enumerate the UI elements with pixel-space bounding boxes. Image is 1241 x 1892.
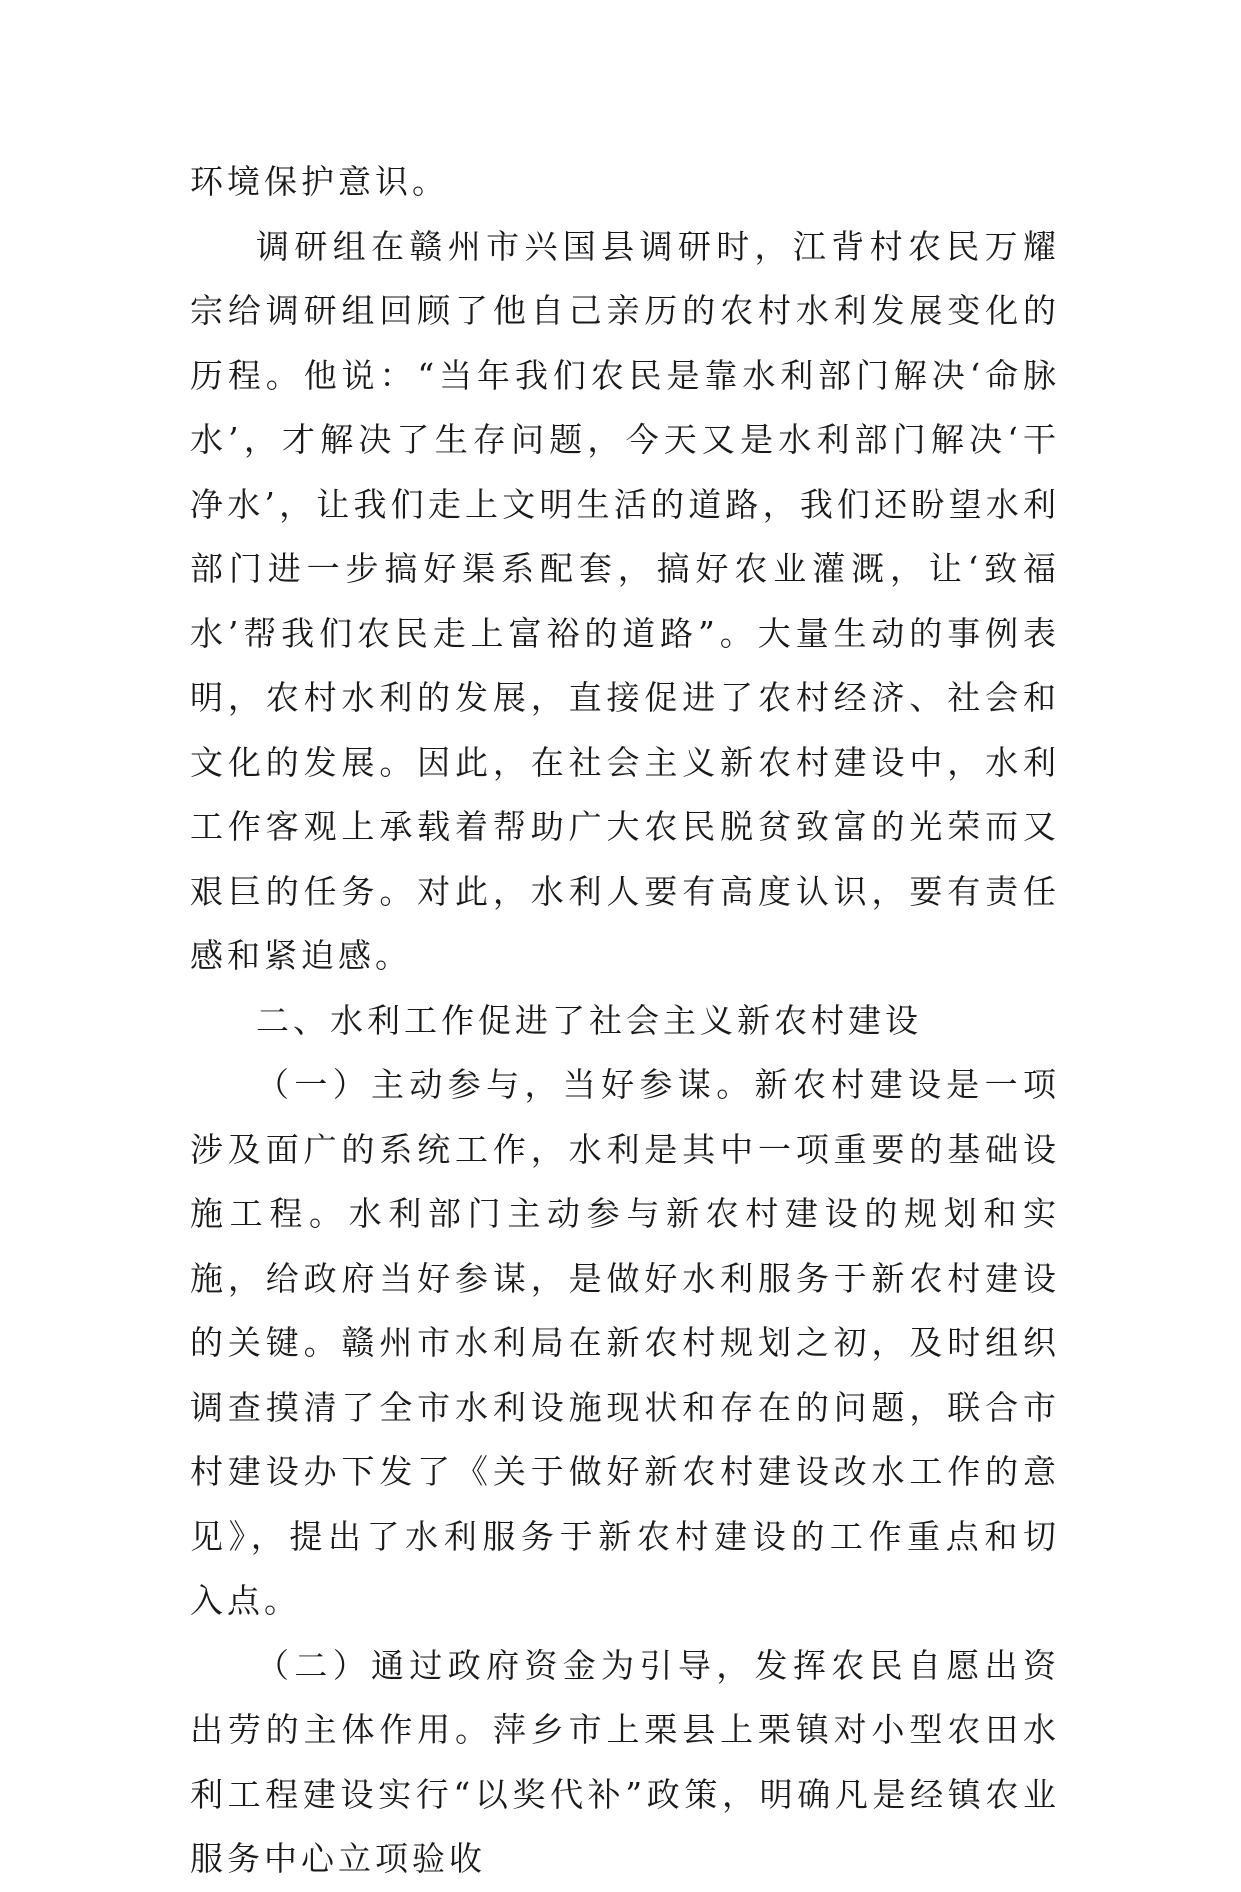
document-body — [190, 150, 1060, 1892]
section-heading: 二、水利工作促进了社会主义新农村建设 — [256, 1000, 922, 1040]
paragraph-research-group: 调研组在赣州市兴国县调研时，江背村农民万耀宗给调研组回顾了他自己亲历的农村水利发展变化的历程。他说：“当年我们农民是靠水利部门解决‘命脉水’，才解决了生存问题，今天又是水利部门解决‘干净水’，让我们走上文明生活的道路，我们还盼望水利部门进一步搞好渠系配套，搞好农业灌溉，让‘致福水’帮我们农民走上富裕的道路”。大量生动的事例表明，农村水利的发展，直接促进了农村经济、社会和文化的发展。因此，在社会主义新农村建设中，水利工作客观上承载着帮助广大农民脱贫致富的光荣而又艰巨的任务。对此，水利人要有高度认识，要有责任感和紧迫感。 — [190, 226, 1060, 975]
paragraph-subsection-two: （二）通过政府资金为引导，发挥农民自愿出资出劳的主体作用。萍乡市上栗县上栗镇对小型农田水利工程建设实行“以奖代补”政策，明确凡是经镇农业服务中心立项验收 — [190, 1645, 1060, 1878]
paragraph-continuation: 环境保护意识。 — [190, 162, 449, 201]
paragraph-subsection-one: （一）主动参与，当好参谋。新农村建设是一项涉及面广的系统工作，水利是其中一项重要的基础设施工程。水利部门主动参与新农村建设的规划和实施，给政府当好参谋，是做好水利服务于新农村建设的关键。赣州市水利局在新农村规划之初，及时组织调查摸清了全市水利设施现状和存在的问题，联合市村建设办下发了《关于做好新农村建设改水工作的意见》，提出了水利服务于新农村建设的工作重点和切入点。 — [190, 1065, 1060, 1620]
